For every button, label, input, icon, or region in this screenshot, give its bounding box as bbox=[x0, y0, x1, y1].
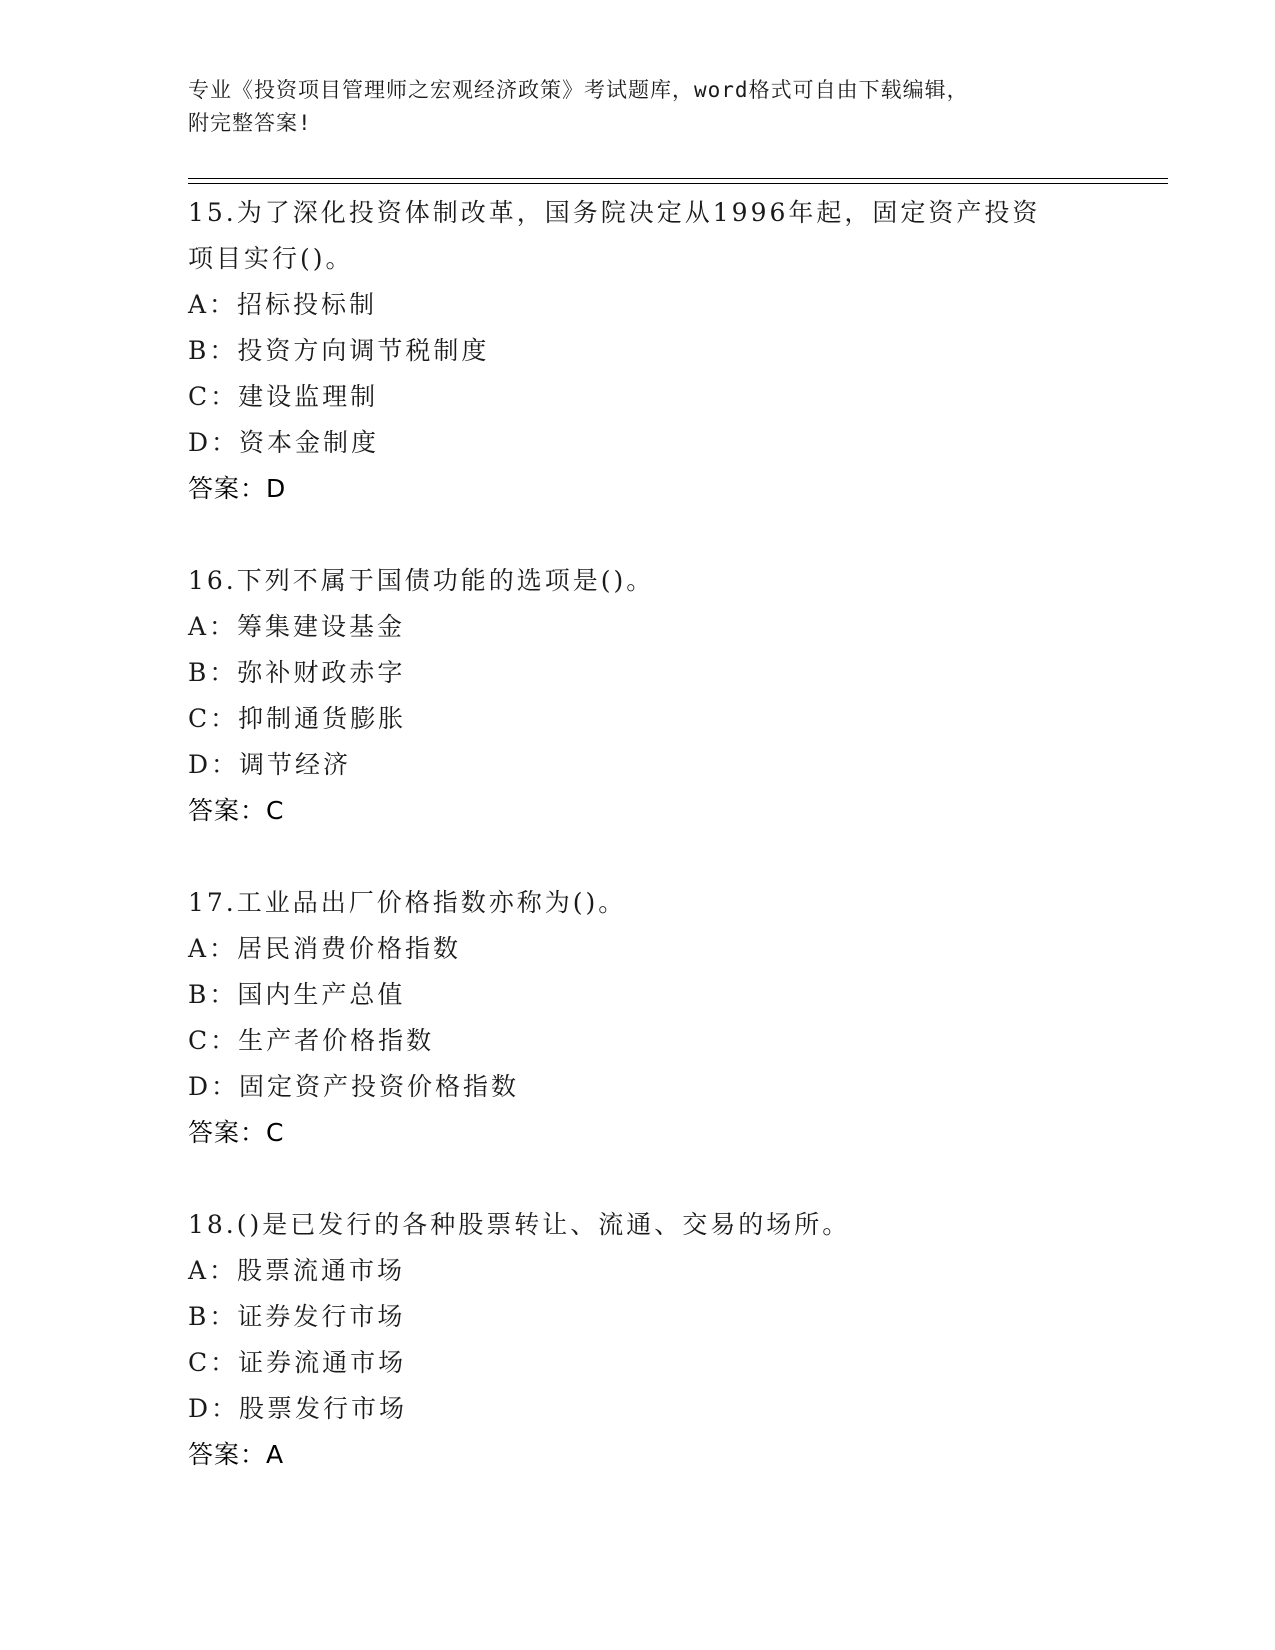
option-d: D：固定资产投资价格指数 bbox=[188, 1072, 520, 1101]
option-a: A：筹集建设基金 bbox=[188, 612, 406, 641]
option-a: A：股票流通市场 bbox=[188, 1256, 406, 1285]
option-d: D：调节经济 bbox=[188, 750, 352, 779]
option-b: B：弥补财政赤字 bbox=[188, 658, 406, 687]
option-b: B：证券发行市场 bbox=[188, 1302, 406, 1331]
header-divider-top bbox=[188, 178, 1168, 179]
option-d: D：股票发行市场 bbox=[188, 1394, 408, 1423]
header-divider-bottom bbox=[188, 183, 1168, 184]
option-a: A：招标投标制 bbox=[188, 290, 378, 319]
answer-line: 答案：C bbox=[188, 796, 285, 825]
question-16 bbox=[188, 558, 1068, 834]
option-c: C：证券流通市场 bbox=[188, 1348, 407, 1377]
option-c: C：建设监理制 bbox=[188, 382, 379, 411]
question-17 bbox=[188, 880, 1068, 1156]
answer-line: 答案：A bbox=[188, 1440, 285, 1469]
option-c: C：抑制通货膨胀 bbox=[188, 704, 407, 733]
option-c: C：生产者价格指数 bbox=[188, 1026, 435, 1055]
option-d: D：资本金制度 bbox=[188, 428, 380, 457]
option-b: B：国内生产总值 bbox=[188, 980, 406, 1009]
question-list bbox=[188, 190, 1068, 1524]
question-stem: 16.下列不属于国债功能的选项是()。 bbox=[188, 566, 655, 595]
answer-line: 答案：C bbox=[188, 1118, 285, 1147]
option-b: B：投资方向调节税制度 bbox=[188, 336, 490, 365]
answer-line: 答案：D bbox=[188, 474, 287, 503]
question-stem: 17.工业品出厂价格指数亦称为()。 bbox=[188, 888, 627, 917]
question-18 bbox=[188, 1202, 1068, 1478]
question-stem: 15.为了深化投资体制改革，国务院决定从1996年起，固定资产投资项目实行()。 bbox=[188, 198, 1041, 273]
header-line-2: 附完整答案! bbox=[188, 111, 312, 135]
header-line-1: 专业《投资项目管理师之宏观经济政策》考试题库，word格式可自由下载编辑， bbox=[188, 78, 969, 102]
document-header bbox=[188, 74, 1068, 140]
question-stem: 18.()是已发行的各种股票转让、流通、交易的场所。 bbox=[188, 1210, 851, 1239]
question-15 bbox=[188, 190, 1068, 512]
option-a: A：居民消费价格指数 bbox=[188, 934, 462, 963]
